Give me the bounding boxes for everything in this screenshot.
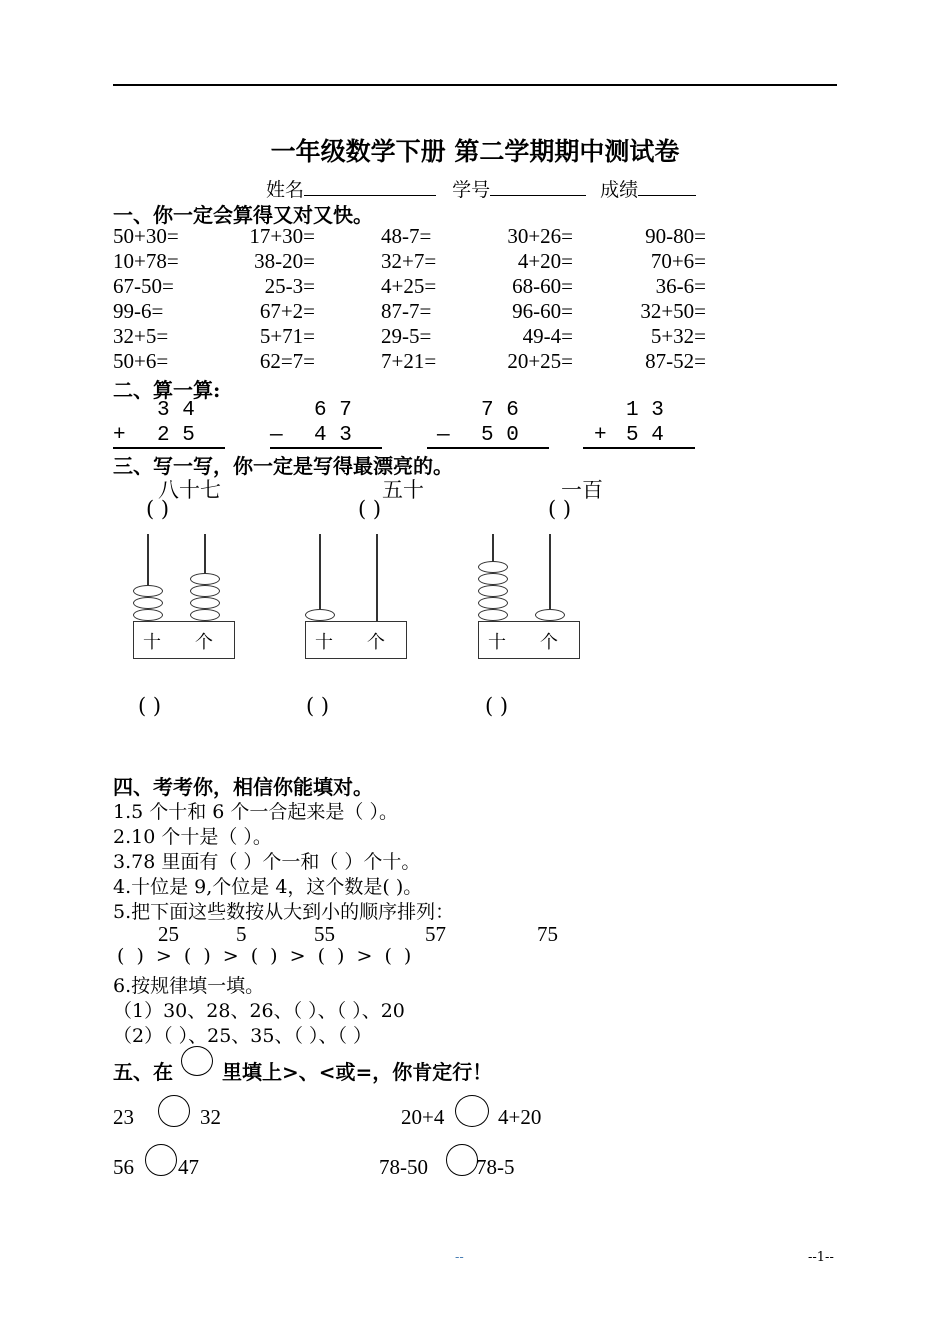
question-5: 5.把下面这些数按从大到小的顺序排列： (113, 901, 455, 923)
vertical-problem-2-op: — (270, 424, 283, 447)
vertical-problem-4-op: + (594, 424, 607, 447)
arithmetic-item: 48-7= (381, 224, 432, 248)
ones-label: 个 (367, 632, 385, 653)
score-label: 成绩 (600, 179, 639, 201)
vertical-problem-1-line (113, 447, 225, 449)
abacus-bead (133, 609, 163, 621)
section4-heading: 四、考考你，相信你能填对。 (113, 775, 373, 799)
arithmetic-item: 96-60= (512, 299, 573, 323)
name-field[interactable] (304, 177, 436, 196)
arithmetic-item: 29-5= (381, 324, 432, 348)
order-number-5: 75 (537, 922, 558, 946)
abacus-answer-1[interactable]: ( ) (138, 694, 162, 718)
question-4: 4.十位是 9,个位是 4，这个数是( )。 (113, 876, 423, 898)
abacus-bead (190, 585, 220, 597)
arithmetic-item: 70+6= (650, 249, 706, 273)
arithmetic-item: 87-52= (645, 349, 706, 373)
arithmetic-item: 38-20= (254, 249, 315, 273)
arithmetic-item: 5+71= (259, 324, 315, 348)
header-rule (113, 84, 837, 86)
order-number-2: 5 (236, 922, 247, 946)
abacus-bead (478, 609, 508, 621)
vertical-problem-1-bottom: 2 5 (157, 424, 195, 447)
abacus-bead (190, 597, 220, 609)
vertical-problem-4-bottom: 5 4 (626, 424, 664, 447)
vertical-problem-3-top: 7 6 (481, 399, 519, 422)
abacus-bead (133, 585, 163, 597)
arithmetic-item: 90-80= (645, 224, 706, 248)
abacus-bead (305, 609, 335, 621)
abacus-bead (478, 573, 508, 585)
compare-1-circle[interactable] (158, 1095, 190, 1127)
compare-3-left: 56 (113, 1155, 134, 1179)
question-1: 1.5 个十和 6 个一合起来是（ ）。 (113, 801, 398, 823)
word-answer-2[interactable]: ( ) (358, 497, 382, 521)
arithmetic-item: 50+30= (113, 224, 179, 248)
vertical-problem-2-line (270, 447, 382, 449)
page-number: --1-- (808, 1250, 834, 1265)
arithmetic-item: 68-60= (512, 274, 573, 298)
abacus-bead (478, 561, 508, 573)
section5-heading-start: 五、在 (113, 1060, 173, 1084)
arithmetic-item: 67+2= (259, 299, 315, 323)
order-number-1: 25 (158, 922, 179, 946)
score-field[interactable] (638, 177, 696, 196)
compare-1-left: 23 (113, 1105, 134, 1129)
vertical-problem-4-line (583, 447, 695, 449)
abacus-answer-2[interactable]: ( ) (306, 694, 330, 718)
vertical-problem-4-top: 1 3 (626, 399, 664, 422)
arithmetic-item: 67-50= (113, 274, 174, 298)
word-answer-3[interactable]: ( ) (548, 497, 572, 521)
arithmetic-item: 36-6= (655, 274, 706, 298)
footer-center: -- (455, 1250, 464, 1265)
abacus-bead (133, 597, 163, 609)
arithmetic-item: 20+25= (507, 349, 573, 373)
order-answer-row[interactable]: ( ) > ( ) > ( ) > ( ) > ( ) (117, 945, 412, 967)
ones-rod (376, 534, 378, 622)
arithmetic-item: 32+50= (640, 299, 706, 323)
compare-2-left: 20+4 (401, 1105, 445, 1129)
arithmetic-item: 32+5= (113, 324, 169, 348)
tens-label: 十 (315, 632, 333, 653)
arithmetic-item: 25-3= (264, 274, 315, 298)
word-number-3: 一百 (561, 478, 603, 502)
arithmetic-item: 50+6= (113, 349, 169, 373)
vertical-problem-2-top: 6 7 (314, 399, 352, 422)
arithmetic-item: 87-7= (381, 299, 432, 323)
word-number-2: 五十 (382, 478, 424, 502)
compare-2-right: 4+20 (498, 1105, 542, 1129)
vertical-problem-3-bottom: 5 0 (481, 424, 519, 447)
section5-heading-end: 里填上>、<或=，你肯定行！ (222, 1060, 493, 1084)
ones-label: 个 (195, 632, 213, 653)
tens-label: 十 (143, 632, 161, 653)
section2-heading: 二、算一算: (113, 378, 221, 402)
arithmetic-item: 32+7= (381, 249, 437, 273)
order-number-4: 57 (425, 922, 446, 946)
arithmetic-item: 62=7= (259, 349, 315, 373)
vertical-problem-1-top: 3 4 (157, 399, 195, 422)
arithmetic-item: 5+32= (650, 324, 706, 348)
arithmetic-item: 99-6= (113, 299, 164, 323)
question-6-2: （2）（ ）、25、35、（ ）、（ ） (113, 1025, 373, 1047)
abacus-bead (190, 573, 220, 585)
question-3: 3.78 里面有（ ）个一和（ ）个十。 (113, 851, 421, 873)
id-field[interactable] (490, 177, 586, 196)
abacus-bead (478, 585, 508, 597)
abacus-bead (478, 597, 508, 609)
compare-4-left: 78-50 (379, 1155, 428, 1179)
student-info (266, 175, 696, 202)
section3-heading: 三、写一写，你一定是写得最漂亮的。 (113, 454, 453, 478)
question-6: 6.按规律填一填。 (113, 975, 265, 997)
compare-3-circle[interactable] (145, 1144, 177, 1176)
vertical-problem-3-line (427, 447, 549, 449)
arithmetic-item: 7+21= (381, 349, 437, 373)
sample-circle-icon (181, 1046, 213, 1076)
vertical-problem-3-op: — (437, 424, 450, 447)
vertical-problem-2-bottom: 4 3 (314, 424, 352, 447)
abacus-answer-3[interactable]: ( ) (485, 694, 509, 718)
arithmetic-item: 17+30= (249, 224, 315, 248)
arithmetic-item: 30+26= (507, 224, 573, 248)
tens-label: 十 (488, 632, 506, 653)
question-2: 2.10 个十是（ ）。 (113, 826, 272, 848)
arithmetic-item: 49-4= (522, 324, 573, 348)
order-number-3: 55 (314, 922, 335, 946)
word-answer-1[interactable]: ( ) (146, 497, 170, 521)
arithmetic-item: 4+25= (381, 274, 437, 298)
compare-2-circle[interactable] (455, 1095, 489, 1127)
question-6-1: （1）30、28、26、（ ）、（ ）、20 (113, 1000, 405, 1022)
compare-4-right: 78-5 (476, 1155, 515, 1179)
vertical-problem-1-op: + (113, 424, 126, 447)
page-title: 一年级数学下册 第二学期期中测试卷 (270, 137, 680, 166)
compare-4-circle[interactable] (446, 1144, 478, 1176)
section1-heading: 一、你一定会算得又对又快。 (113, 203, 373, 227)
compare-1-right: 32 (200, 1105, 221, 1129)
abacus-bead (190, 609, 220, 621)
id-label: 学号 (452, 179, 491, 201)
arithmetic-item: 4+20= (517, 249, 573, 273)
word-number-1: 八十七 (158, 478, 221, 502)
name-label: 姓名 (266, 179, 305, 201)
abacus-bead (535, 609, 565, 621)
ones-label: 个 (540, 632, 558, 653)
compare-3-right: 47 (178, 1155, 199, 1179)
arithmetic-item: 10+78= (113, 249, 179, 273)
